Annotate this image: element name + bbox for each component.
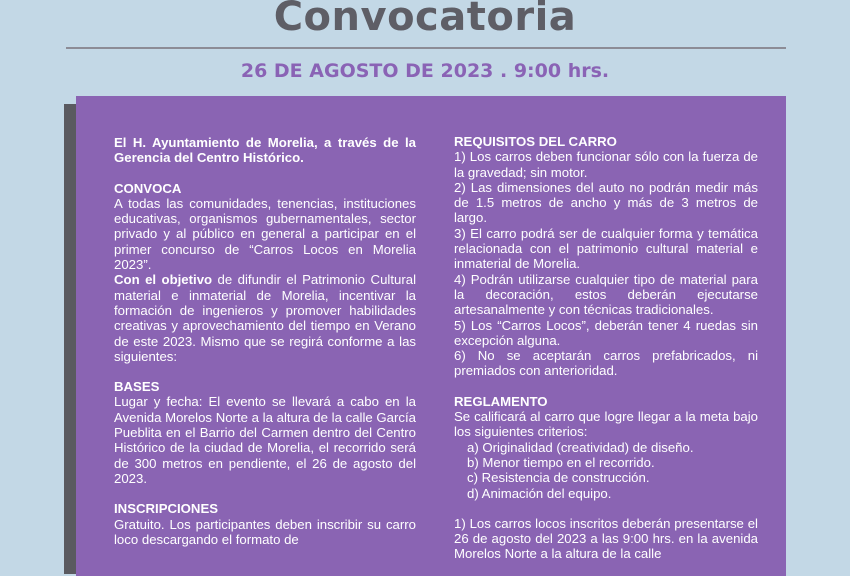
- event-date: 26 DE AGOSTO DE 2023 . 9:00 hrs.: [240, 60, 610, 82]
- inscripciones-heading: INSCRIPCIONES: [114, 501, 219, 517]
- objetivo-paragraph: [114, 272, 416, 364]
- panel-shadow: [64, 104, 76, 574]
- objetivo-text: de difundir el Patrimonio Cultural material e inmaterial de Morelia, incentivar la formación de ingenieros y promover habilidades creativas y aprovechamiento del tiempo en Verano de este 2023. Mismo que se regirá conforme a las siguientes:: [114, 272, 417, 364]
- requisito-item: 4) Podrán utilizarse cualquier tipo de material para la decoración, estos deberán ejecutarse artesanalmente y con técnicas tradicionales.: [454, 271, 758, 318]
- right-column: [454, 134, 758, 562]
- inscripciones-text: Gratuito. Los participantes deben inscribir su carro loco descargando el formato de: [114, 516, 416, 547]
- requisito-item: 5) Los “Carros Locos”, deberán tener 4 ruedas sin excepción alguna.: [454, 317, 758, 348]
- reglamento-heading: REGLAMENTO: [454, 393, 548, 409]
- title-divider: [66, 47, 786, 49]
- criterio-item: b) Menor tiempo en el recorrido.: [467, 454, 655, 470]
- criterio-item: c) Resistencia de construcción.: [467, 470, 650, 486]
- criterio-item: d) Animación del equipo.: [467, 485, 612, 501]
- reglamento-intro: Se calificará al carro que logre llegar a la meta bajo los siguientes criterios:: [454, 409, 758, 440]
- requisito-item: 3) El carro podrá ser de cualquier forma y temática relacionada con el patrimonio cultural material e inmaterial de Morelia.: [454, 225, 758, 272]
- left-column: [114, 135, 416, 547]
- convoca-heading: CONVOCA: [114, 180, 182, 196]
- objetivo-lead: Con el objetivo: [114, 272, 213, 288]
- intro-text: El H. Ayuntamiento de Morelia, a través de la Gerencia del Centro Histórico.: [114, 135, 416, 166]
- reglamento-text: 1) Los carros locos inscritos deberán presentarse el 26 de agosto del 2023 a las 9:00 hrs. en la avenida Morelos Norte a la altura de la calle: [454, 515, 758, 562]
- requisito-item: 2) Las dimensiones del auto no podrán medir más de 1.5 metros de ancho y más de 3 metros de largo.: [454, 179, 758, 226]
- requisitos-heading: REQUISITOS DEL CARRO: [454, 134, 617, 149]
- requisito-item: 6) No se aceptarán carros prefabricados, ni premiados con anterioridad.: [454, 348, 758, 379]
- page-title: Convocatoria: [273, 0, 577, 40]
- bases-heading: BASES: [114, 379, 160, 395]
- criterio-item: a) Originalidad (creatividad) de diseño.: [467, 439, 694, 455]
- convoca-text: A todas las comunidades, tenencias, instituciones educativas, organismos gubernamentales, sector privado y al público en general a participar en el primer concurso de “Carros Locos en Morelia 2023”.: [114, 195, 416, 273]
- requisito-item: 1) Los carros deben funcionar sólo con la fuerza de la gravedad; sin motor.: [454, 149, 758, 180]
- bases-text: Lugar y fecha: El evento se llevará a cabo en la Avenida Morelos Norte a la altura de la calle García Pueblita en el Barrio del Carmen dentro del Centro Histórico de la ciudad de Morelia, el recorrido será de 300 metros en pendiente, el 26 de agosto del 2023.: [114, 394, 416, 486]
